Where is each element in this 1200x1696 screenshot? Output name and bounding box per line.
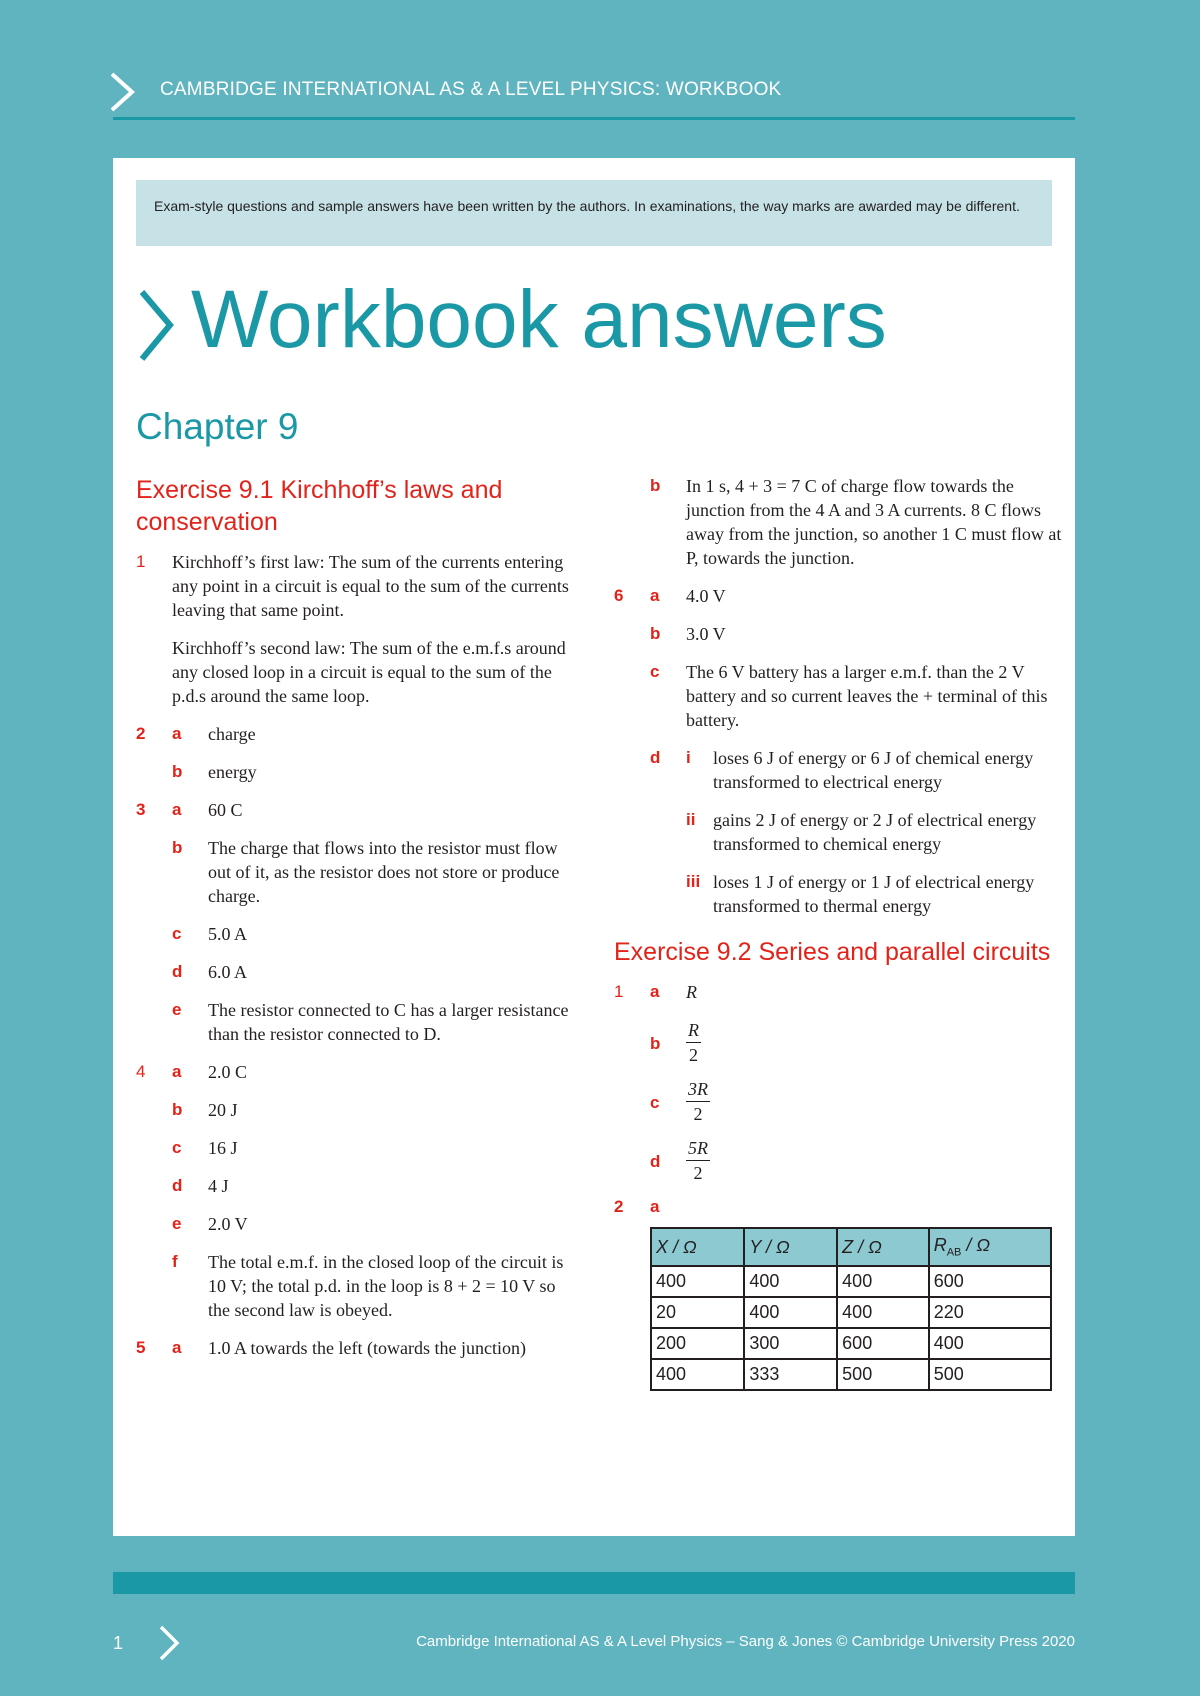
- subpart-label: ii: [686, 810, 696, 829]
- answer-item: [136, 550, 576, 622]
- table-cell: 400: [929, 1328, 1051, 1359]
- page-title: Workbook answers: [191, 274, 887, 365]
- question-number: 6: [614, 586, 624, 605]
- answer-item: [614, 1195, 1064, 1219]
- part-label: c: [650, 1093, 660, 1112]
- part-label: d: [172, 962, 183, 981]
- answer-text: energy: [208, 762, 257, 782]
- answer-item: [136, 922, 576, 946]
- answer-item: [614, 1136, 1064, 1185]
- part-label: a: [172, 800, 182, 819]
- part-label: b: [172, 762, 183, 781]
- answer-text: 20 J: [208, 1100, 238, 1120]
- part-label: b: [650, 624, 661, 643]
- answer-text: 6.0 A: [208, 962, 248, 982]
- question-number: 1: [136, 552, 146, 571]
- answer-item: [136, 960, 576, 984]
- answer-item: [614, 1018, 1064, 1067]
- answer-item: [614, 622, 1064, 646]
- answer-text: loses 1 J of energy or 1 J of electrical energy transformed to thermal energy: [713, 872, 1035, 916]
- page-number: 1: [113, 1633, 124, 1653]
- column-header: Z / Ω: [837, 1228, 929, 1266]
- question-number: 4: [136, 1062, 146, 1081]
- answer-item: [614, 474, 1064, 570]
- answer-text: The total e.m.f. in the closed loop of the circuit is 10 V; the total p.d. in the loop is 8 + 2 = 10 V so the second law is obeyed.: [208, 1252, 564, 1320]
- answer-item: [614, 660, 1064, 732]
- question-number: 1: [614, 982, 624, 1001]
- fraction: $\frac{3R}{2}$: [688, 1079, 708, 1124]
- answer-item: [136, 1174, 576, 1198]
- answer-text: 5.0 A: [208, 924, 248, 944]
- question-number: 2: [614, 1197, 624, 1216]
- answer-text: The 6 V battery has a larger e.m.f. than the 2 V battery and so current leaves the + terminal of this battery.: [686, 662, 1048, 730]
- answer-text: charge: [208, 724, 256, 744]
- answer-text: 4 J: [208, 1176, 229, 1196]
- table-cell: 333: [744, 1359, 837, 1390]
- exercise-heading: Exercise 9.2 Series and parallel circuits: [614, 938, 1051, 966]
- column-header: $R_{AB}$ / Ω: [929, 1228, 1051, 1266]
- page-content: [113, 158, 1075, 1536]
- table-cell: 600: [837, 1328, 929, 1359]
- table-cell: 200: [651, 1328, 744, 1359]
- fraction: $\frac{5R}{2}$: [688, 1138, 708, 1183]
- answer-item: [136, 1060, 576, 1084]
- answer-item: [614, 584, 1064, 608]
- answer-text: 2.0 V: [208, 1214, 248, 1234]
- part-label: a: [172, 724, 182, 743]
- part-label: d: [172, 1176, 183, 1195]
- part-label: b: [172, 1100, 183, 1119]
- answer-item: [136, 760, 576, 784]
- table-cell: 400: [651, 1266, 744, 1297]
- answer-item: [136, 998, 576, 1046]
- part-label: a: [650, 982, 660, 1001]
- column-header: X / Ω: [651, 1228, 744, 1266]
- part-label: a: [172, 1338, 182, 1357]
- part-label: a: [650, 1197, 660, 1216]
- chevron-right-icon: [136, 288, 176, 363]
- answer-item: [614, 980, 1064, 1004]
- part-label: b: [650, 476, 661, 495]
- table-cell: 400: [744, 1266, 837, 1297]
- chevron-right-icon: [108, 72, 138, 112]
- answer-text: The charge that flows into the resistor must flow out of it, as the resistor does not store or produce charge.: [208, 838, 560, 906]
- answer-text: loses 6 J of energy or 6 J of chemical energy transformed to electrical energy: [713, 748, 1034, 792]
- part-label: b: [650, 1034, 661, 1053]
- table-cell: 400: [837, 1297, 929, 1328]
- table-row: [651, 1359, 1051, 1390]
- answer-item: [614, 808, 1064, 856]
- table-row: [651, 1266, 1051, 1297]
- answer-item: [136, 722, 576, 746]
- right-column: [614, 474, 1064, 1391]
- answer-item: [136, 1212, 576, 1236]
- answer-text: In 1 s, 4 + 3 = 7 C of charge flow towards the junction from the 4 A and 3 A currents. 8 C flows away from the junction, so another 1 C must flow at P, towards the junction.: [686, 476, 1062, 568]
- answer-text: gains 2 J of energy or 2 J of electrical energy transformed to chemical energy: [713, 810, 1037, 854]
- answer-text: Kirchhoff’s second law: The sum of the e.m.f.s around any closed loop in a circuit is equal to the sum of the p.d.s around the same loop.: [172, 638, 566, 706]
- subpart-label: i: [686, 748, 691, 767]
- part-label: c: [172, 924, 182, 943]
- table-cell: 600: [929, 1266, 1051, 1297]
- subpart-label: iii: [686, 872, 701, 891]
- disclaimer-note: Exam-style questions and sample answers have been written by the authors. In examinations, the way marks are awarded may be different.: [136, 180, 1052, 246]
- footer-bar: [113, 1572, 1075, 1594]
- chapter-heading: Chapter 9: [136, 406, 299, 447]
- exercise-heading: Exercise 9.1 Kirchhoff’s laws and conservation: [136, 476, 503, 536]
- table-cell: 400: [837, 1266, 929, 1297]
- answer-text: 4.0 V: [686, 586, 726, 606]
- part-label: c: [172, 1138, 182, 1157]
- answer-text: Kirchhoff’s first law: The sum of the currents entering any point in a circuit is equal to the sum of the currents leaving that same point.: [172, 552, 569, 620]
- answer-text: The resistor connected to C has a larger resistance than the resistor connected to D.: [208, 1000, 569, 1044]
- answer-item: [136, 1336, 576, 1360]
- question-number: 3: [136, 800, 146, 819]
- part-label: a: [172, 1062, 182, 1081]
- table-row: [651, 1297, 1051, 1328]
- column-header: Y / Ω: [744, 1228, 837, 1266]
- part-label: e: [172, 1214, 182, 1233]
- part-label: f: [172, 1252, 178, 1271]
- answer-text: 60 C: [208, 800, 243, 820]
- answer-text: 2.0 C: [208, 1062, 248, 1082]
- answer-text: 3.0 V: [686, 624, 726, 644]
- part-label: d: [650, 1152, 661, 1171]
- table-cell: 500: [929, 1359, 1051, 1390]
- part-label: b: [172, 838, 183, 857]
- table-cell: 400: [651, 1359, 744, 1390]
- table-cell: 500: [837, 1359, 929, 1390]
- answer-item: [136, 1136, 576, 1160]
- part-label: e: [172, 1000, 182, 1019]
- question-number: 2: [136, 724, 146, 743]
- answer-item: [614, 746, 1064, 794]
- table-cell: 20: [651, 1297, 744, 1328]
- part-label: a: [650, 586, 660, 605]
- table-cell: 400: [744, 1297, 837, 1328]
- answer-item: [614, 870, 1064, 918]
- book-title: CAMBRIDGE INTERNATIONAL AS & A LEVEL PHYSICS: WORKBOOK: [160, 79, 782, 100]
- answer-item: [136, 836, 576, 908]
- fraction: $\frac{R}{2}$: [688, 1020, 699, 1065]
- chevron-right-icon: [158, 1625, 180, 1661]
- resistance-table: [650, 1227, 1052, 1391]
- table-row: [651, 1328, 1051, 1359]
- part-label: c: [650, 662, 660, 681]
- question-number: 5: [136, 1338, 146, 1357]
- table-cell: 300: [744, 1328, 837, 1359]
- answer-item: [136, 636, 576, 708]
- table-cell: 220: [929, 1297, 1051, 1328]
- answer-text: 16 J: [208, 1138, 238, 1158]
- answer-text: R: [686, 982, 697, 1002]
- part-label: d: [650, 748, 661, 767]
- answer-text: 1.0 A towards the left (towards the junction): [208, 1338, 526, 1358]
- table-header-row: [651, 1228, 1051, 1266]
- answer-item: [136, 1250, 576, 1322]
- copyright-credit: Cambridge International AS & A Level Physics – Sang & Jones © Cambridge University Press 2020: [416, 1633, 1075, 1650]
- answer-item: [614, 1077, 1064, 1126]
- answer-item: [136, 1098, 576, 1122]
- left-column: [136, 474, 576, 1374]
- answer-item: [136, 798, 576, 822]
- header-divider: [113, 117, 1075, 120]
